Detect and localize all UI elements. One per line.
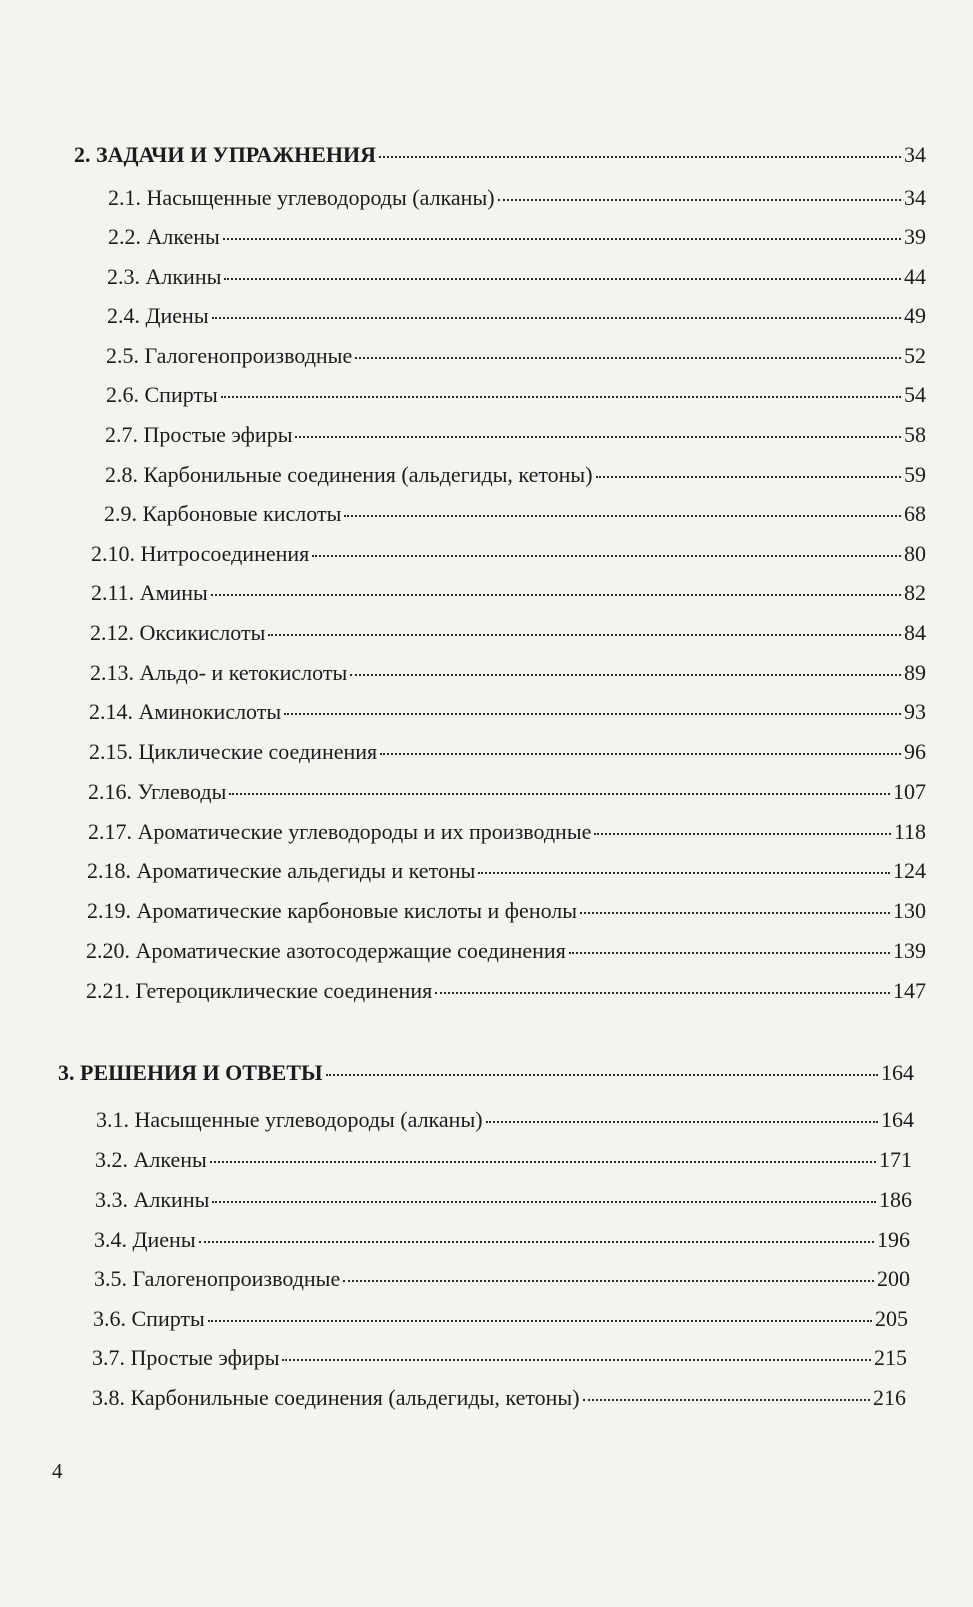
toc-entry-title: Циклические соединения <box>138 739 378 764</box>
toc-heading <box>58 1059 914 1087</box>
toc-entry <box>87 897 926 925</box>
toc-entry-number: 2.1. <box>108 185 141 210</box>
toc-entry-number: 2.8. <box>105 462 138 487</box>
toc-page-number: 39 <box>904 224 926 249</box>
page-folio-number: 4 <box>52 1459 63 1483</box>
toc-entry <box>107 302 926 330</box>
toc-page-number: 216 <box>873 1385 906 1410</box>
dot-leader <box>596 476 901 478</box>
toc-page-number: 215 <box>874 1345 907 1370</box>
toc-heading <box>74 141 926 169</box>
toc-entry <box>92 1384 906 1412</box>
toc-entry-title: Галогенопроизводные <box>132 1266 341 1291</box>
toc-entry <box>86 977 926 1005</box>
toc-page-number: 44 <box>904 264 926 289</box>
dot-leader <box>212 1201 876 1203</box>
toc-entry-title: Алкины <box>133 1187 210 1212</box>
toc-entry <box>89 738 926 766</box>
toc-entry-number: 3.2. <box>95 1147 128 1172</box>
toc-entry-title: Аминокислоты <box>138 699 282 724</box>
toc-entry-number: 2.9. <box>104 501 137 526</box>
toc-entry-title: Ароматические карбоновые кислоты и фенолы <box>136 898 578 923</box>
toc-entry-number: 2.18. <box>87 858 131 883</box>
toc-entry <box>108 223 926 251</box>
toc-page-number: 164 <box>881 1107 914 1132</box>
toc-entry-title: Спирты <box>144 382 218 407</box>
toc-page-number: 186 <box>879 1187 912 1212</box>
toc-entry <box>95 1146 912 1174</box>
toc-entry <box>89 698 926 726</box>
toc-page-number: 118 <box>893 819 926 844</box>
toc-page-number: 196 <box>877 1227 910 1252</box>
toc-entry <box>105 421 926 449</box>
dot-leader <box>284 713 901 715</box>
toc-entry <box>92 1344 907 1372</box>
toc-entry-number: 2.16. <box>88 779 132 804</box>
toc-entry-number: 2.3. <box>107 264 140 289</box>
toc-entry-number: 2.17. <box>88 819 132 844</box>
dot-leader <box>326 1074 878 1076</box>
toc-entry-title: Алкены <box>133 1147 207 1172</box>
toc-heading-title: 2. ЗАДАЧИ И УПРАЖНЕНИЯ <box>74 142 376 167</box>
toc-entry <box>106 342 926 370</box>
dot-leader <box>210 1161 876 1163</box>
toc-entry-number: 3.5. <box>94 1266 127 1291</box>
toc-page-number: 96 <box>904 739 926 764</box>
toc-entry <box>107 263 926 291</box>
dot-leader <box>312 555 901 557</box>
toc-entry-number: 2.14. <box>89 699 133 724</box>
toc-page-number: 82 <box>904 580 926 605</box>
dot-leader <box>583 1399 870 1401</box>
toc-entry-title: Алкены <box>146 224 220 249</box>
toc-page-number: 84 <box>904 620 926 645</box>
toc-entry-title: Карбонильные соединения (альдегиды, кетоны) <box>143 462 593 487</box>
dot-leader <box>282 1359 871 1361</box>
toc-entry-number: 2.12. <box>90 620 134 645</box>
toc-page-number: 130 <box>893 898 926 923</box>
toc-page-number: 124 <box>893 858 926 883</box>
toc-heading-title: 3. РЕШЕНИЯ И ОТВЕТЫ <box>58 1060 323 1085</box>
toc-page-number: 80 <box>904 541 926 566</box>
dot-leader <box>379 156 901 158</box>
toc-entry-number: 3.1. <box>96 1107 129 1132</box>
toc-entry-number: 2.7. <box>105 422 138 447</box>
dot-leader <box>594 833 890 835</box>
toc-entry-number: 3.6. <box>93 1306 126 1331</box>
toc-entry-number: 2.5. <box>106 343 139 368</box>
toc-entry-number: 3.4. <box>94 1227 127 1252</box>
toc-entry-title: Карбоновые кислоты <box>142 501 342 526</box>
dot-leader <box>350 674 901 676</box>
toc-entry <box>90 619 926 647</box>
toc-entry-number: 2.21. <box>86 978 130 1003</box>
toc-entry-title: Ароматические альдегиды и кетоны <box>136 858 476 883</box>
toc-entry-title: Алкины <box>145 264 222 289</box>
toc-page-number: 93 <box>904 699 926 724</box>
toc-entry <box>93 1305 908 1333</box>
toc-page-number: 58 <box>904 422 926 447</box>
toc-entry-title: Ароматические азотосодержащие соединения <box>135 938 566 963</box>
toc-page-number: 205 <box>875 1306 908 1331</box>
dot-leader <box>221 396 901 398</box>
toc-entry-number: 2.11. <box>91 580 135 605</box>
dot-leader <box>435 992 890 994</box>
toc-entry-title: Диены <box>145 303 209 328</box>
toc-entry-number: 3.3. <box>95 1187 128 1212</box>
toc-entry-title: Ароматические углеводороды и их производные <box>137 819 592 844</box>
toc-page-number: 89 <box>904 660 926 685</box>
toc-page-number: 200 <box>877 1266 910 1291</box>
toc-page-number: 34 <box>904 185 926 210</box>
toc-entry <box>105 461 926 489</box>
toc-page-number: 139 <box>893 938 926 963</box>
toc-page-number: 171 <box>879 1147 912 1172</box>
toc-entry-title: Углеводы <box>137 779 227 804</box>
toc-entry <box>90 659 926 687</box>
dot-leader <box>223 238 901 240</box>
toc-entry-number: 3.7. <box>92 1345 125 1370</box>
dot-leader <box>380 753 901 755</box>
toc-entry <box>88 818 926 846</box>
dot-leader <box>498 199 901 201</box>
toc-entry-number: 2.6. <box>106 382 139 407</box>
dot-leader <box>211 594 901 596</box>
toc-entry <box>104 500 926 528</box>
dot-leader <box>486 1121 878 1123</box>
toc-entry <box>96 1106 914 1134</box>
toc-entry-number: 2.2. <box>108 224 141 249</box>
toc-entry-number: 3.8. <box>92 1385 125 1410</box>
toc-page-number: 107 <box>893 779 926 804</box>
toc-page-number: 59 <box>904 462 926 487</box>
dot-leader <box>295 436 901 438</box>
toc-entry <box>95 1186 912 1214</box>
dot-leader <box>212 317 901 319</box>
toc-entry-title: Простые эфиры <box>143 422 293 447</box>
dot-leader <box>199 1241 874 1243</box>
toc-entry-title: Нитросоединения <box>140 541 310 566</box>
toc-page-number: 147 <box>893 978 926 1003</box>
toc-entry-title: Оксикислоты <box>139 620 266 645</box>
toc-entry-number: 2.15. <box>89 739 133 764</box>
toc-page-number: 34 <box>904 142 926 167</box>
toc-entry <box>87 857 926 885</box>
toc-page-number: 54 <box>904 382 926 407</box>
dot-leader <box>580 912 890 914</box>
dot-leader <box>569 952 890 954</box>
dot-leader <box>478 872 890 874</box>
toc-entry <box>94 1226 910 1254</box>
toc-page-number: 52 <box>904 343 926 368</box>
toc-page-number: 164 <box>881 1060 914 1085</box>
dot-leader <box>224 278 901 280</box>
toc-page-number: 68 <box>904 501 926 526</box>
toc-entry-title: Диены <box>132 1227 196 1252</box>
toc-entry-number: 2.19. <box>87 898 131 923</box>
toc-entry-number: 2.4. <box>107 303 140 328</box>
toc-entry-title: Галогенопроизводные <box>144 343 353 368</box>
toc-entry <box>86 937 926 965</box>
toc-entry-title: Насыщенные углеводороды (алканы) <box>146 185 495 210</box>
dot-leader <box>343 1280 874 1282</box>
dot-leader <box>355 357 901 359</box>
dot-leader <box>268 634 901 636</box>
toc-entry-title: Карбонильные соединения (альдегиды, кетоны) <box>130 1385 580 1410</box>
toc-entry <box>91 579 926 607</box>
toc-entry-title: Спирты <box>131 1306 205 1331</box>
toc-entry-title: Амины <box>139 580 208 605</box>
toc-entry <box>108 184 926 212</box>
dot-leader <box>229 793 890 795</box>
toc-entry <box>94 1265 910 1293</box>
dot-leader <box>344 515 901 517</box>
toc-entry-number: 2.10. <box>91 541 135 566</box>
toc-entry <box>91 540 926 568</box>
toc-entry <box>106 381 926 409</box>
toc-entry-title: Альдо- и кетокислоты <box>139 660 348 685</box>
toc-entry-title: Простые эфиры <box>130 1345 280 1370</box>
dot-leader <box>208 1320 872 1322</box>
toc-entry-title: Насыщенные углеводороды (алканы) <box>134 1107 483 1132</box>
toc-entry-number: 2.13. <box>90 660 134 685</box>
toc-page-number: 49 <box>904 303 926 328</box>
toc-entry <box>88 778 926 806</box>
toc-entry-title: Гетероциклические соединения <box>135 978 433 1003</box>
toc-entry-number: 2.20. <box>86 938 130 963</box>
